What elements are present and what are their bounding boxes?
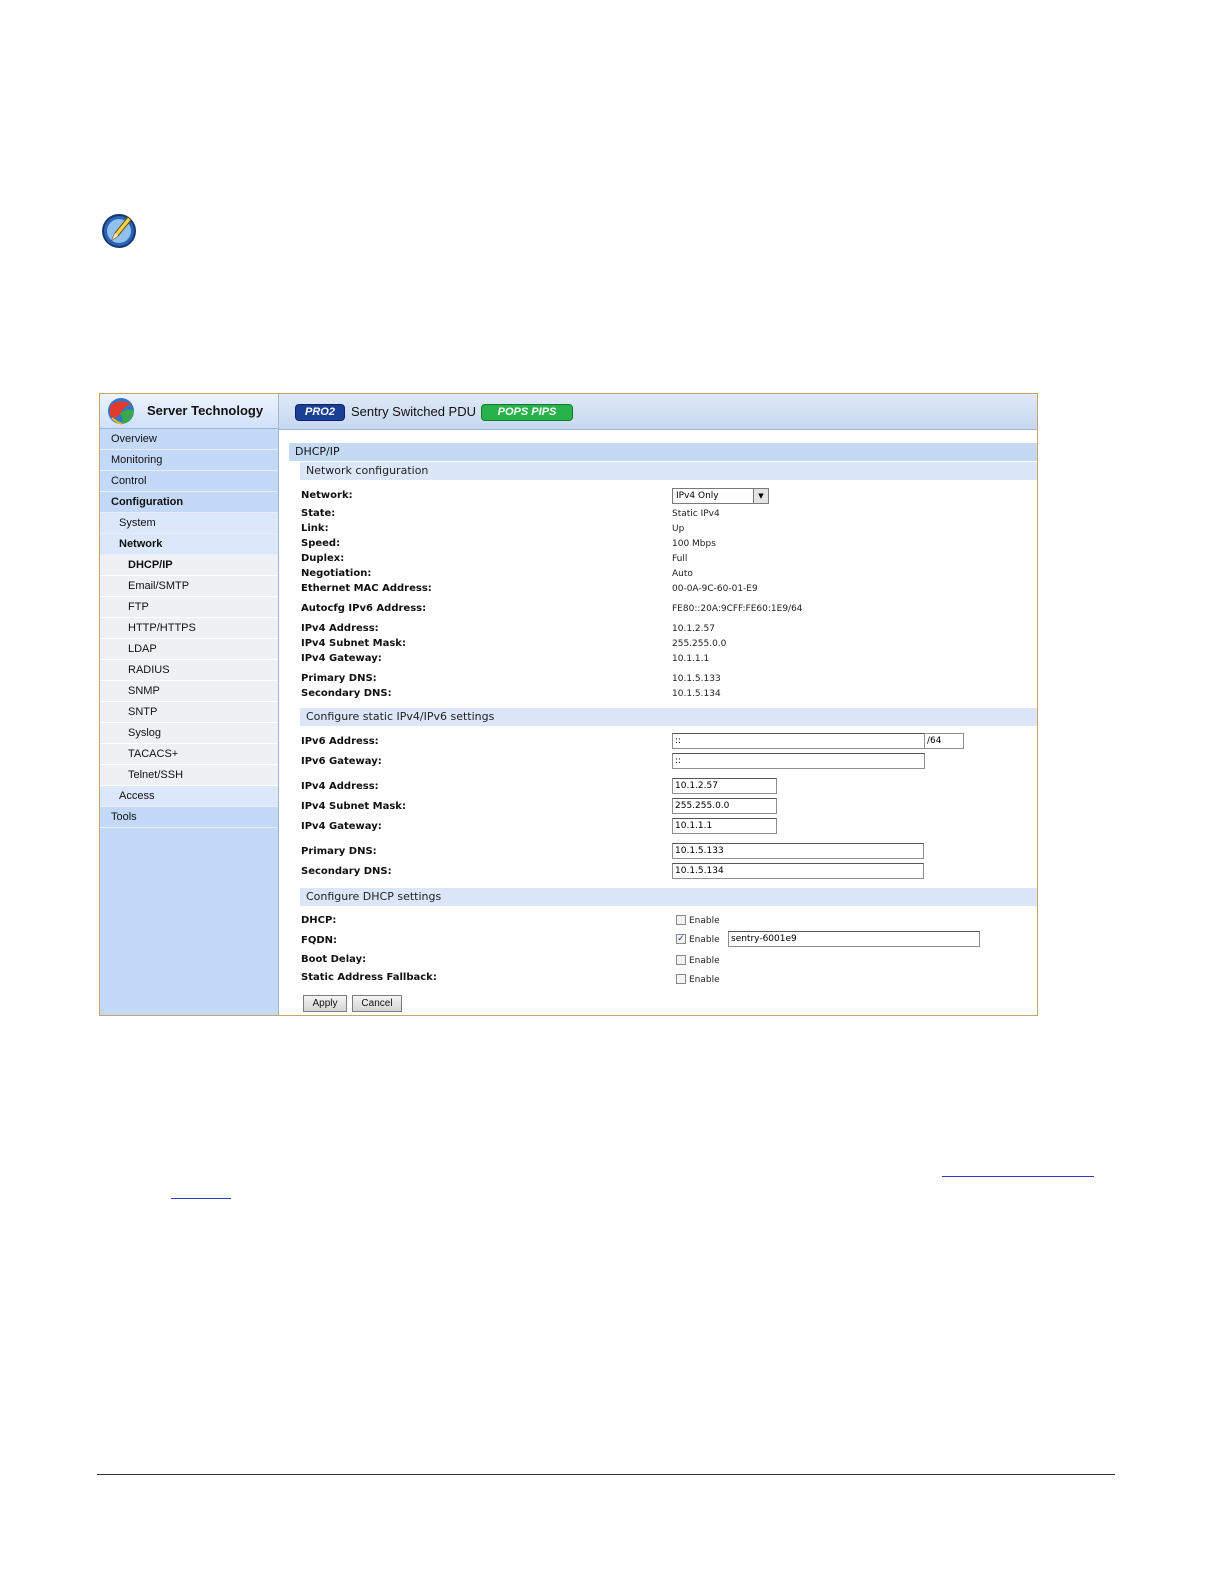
section-network-configuration: Network configuration [300, 462, 1037, 480]
sidebar-item-access[interactable]: Access [100, 786, 278, 807]
brand-header [100, 394, 278, 429]
speed-label: Speed: [301, 538, 341, 549]
product-title: Sentry Switched PDU [351, 404, 476, 419]
boot-delay-enable-label: Enable [689, 956, 720, 966]
footer-rule [97, 1474, 1115, 1475]
sidebar-item-ftp[interactable]: FTP [100, 597, 278, 618]
ipv4-address-label: IPv4 Address: [301, 623, 379, 634]
sidebar-item-overview[interactable]: Overview [100, 429, 278, 450]
sidebar-item-monitoring[interactable]: Monitoring [100, 450, 278, 471]
dhcp-enable-checkbox[interactable] [676, 915, 686, 925]
state-value: Static IPv4 [672, 509, 720, 519]
link-label: Link: [301, 523, 329, 534]
duplex-label: Duplex: [301, 553, 345, 564]
mac-address-value: 00-0A-9C-60-01-E9 [672, 584, 758, 594]
section-static-settings: Configure static IPv4/IPv6 settings [300, 708, 1037, 726]
sidebar-item-telnet-ssh[interactable]: Telnet/SSH [100, 765, 278, 786]
ipv6-address-input[interactable]: :: [672, 733, 925, 749]
negotiation-value: Auto [672, 569, 693, 579]
apply-button[interactable]: Apply [303, 995, 347, 1012]
duplex-value: Full [672, 554, 688, 564]
static-primary-dns-input[interactable]: 10.1.5.133 [672, 843, 924, 859]
primary-dns-label: Primary DNS: [301, 673, 377, 684]
dhcp-enable-label: Enable [689, 916, 720, 926]
network-select-value: IPv4 Only [676, 491, 719, 501]
autocfg-ipv6-label: Autocfg IPv6 Address: [301, 603, 427, 614]
static-fallback-enable-checkbox[interactable] [676, 974, 686, 984]
ipv6-gateway-input[interactable]: :: [672, 753, 925, 769]
speed-value: 100 Mbps [672, 539, 716, 549]
ipv6-prefix-input[interactable]: /64 [924, 733, 964, 749]
sidebar-item-email-smtp[interactable]: Email/SMTP [100, 576, 278, 597]
negotiation-label: Negotiation: [301, 568, 372, 579]
static-ipv4-gateway-input[interactable]: 10.1.1.1 [672, 818, 777, 834]
pdu-web-interface [99, 393, 1038, 1016]
chevron-down-icon[interactable]: ▼ [753, 489, 768, 503]
fqdn-enable-checkbox[interactable]: ✓ [677, 934, 685, 944]
static-ipv4-subnet-mask-label: IPv4 Subnet Mask: [301, 801, 406, 812]
static-fallback-label: Static Address Fallback: [301, 972, 437, 983]
static-ipv4-gateway-label: IPv4 Gateway: [301, 821, 382, 832]
sidebar-item-system[interactable]: System [100, 513, 278, 534]
mac-address-label: Ethernet MAC Address: [301, 583, 432, 594]
sidebar-item-ldap[interactable]: LDAP [100, 639, 278, 660]
state-label: State: [301, 508, 336, 519]
sidebar-item-control[interactable]: Control [100, 471, 278, 492]
sidebar-item-network[interactable]: Network [100, 534, 278, 555]
static-ipv4-subnet-mask-input[interactable]: 255.255.0.0 [672, 798, 777, 814]
network-label: Network: [301, 490, 353, 501]
product-header [279, 394, 1037, 430]
pops-pips-badge: POPS PIPS [481, 404, 573, 421]
sidebar-item-tools[interactable]: Tools [100, 807, 278, 828]
static-ipv4-address-label: IPv4 Address: [301, 781, 379, 792]
sidebar-item-tacacs[interactable]: TACACS+ [100, 744, 278, 765]
network-select[interactable] [672, 488, 769, 504]
page-title: DHCP/IP [289, 443, 1037, 461]
fqdn-label: FQDN: [301, 935, 338, 946]
ipv4-subnet-mask-value: 255.255.0.0 [672, 639, 727, 649]
sidebar-item-dhcp-ip[interactable]: DHCP/IP [100, 555, 278, 576]
section-dhcp-settings: Configure DHCP settings [300, 888, 1037, 906]
static-secondary-dns-input[interactable]: 10.1.5.134 [672, 863, 924, 879]
fqdn-enable-label: Enable [689, 935, 720, 945]
sidebar-item-radius[interactable]: RADIUS [100, 660, 278, 681]
secondary-dns-value: 10.1.5.134 [672, 689, 721, 699]
brand-name: Server Technology [147, 403, 264, 418]
sidebar-item-configuration[interactable]: Configuration [100, 492, 278, 513]
pro2-badge: PRO2 [295, 404, 345, 421]
hyperlink-underline[interactable] [942, 1176, 1094, 1177]
sidebar-item-snmp[interactable]: SNMP [100, 681, 278, 702]
secondary-dns-label: Secondary DNS: [301, 688, 392, 699]
sidebar-nav [100, 429, 278, 828]
sidebar-item-http-https[interactable]: HTTP/HTTPS [100, 618, 278, 639]
dhcp-label: DHCP: [301, 915, 337, 926]
static-primary-dns-label: Primary DNS: [301, 846, 377, 857]
boot-delay-label: Boot Delay: [301, 954, 367, 965]
static-fallback-enable-label: Enable [689, 975, 720, 985]
ipv4-address-value: 10.1.2.57 [672, 624, 715, 634]
ipv4-gateway-label: IPv4 Gateway: [301, 653, 382, 664]
link-value: Up [672, 524, 685, 534]
sidebar-item-sntp[interactable]: SNTP [100, 702, 278, 723]
fqdn-input[interactable]: sentry-6001e9 [728, 931, 980, 947]
boot-delay-enable-checkbox[interactable] [676, 955, 686, 965]
ipv6-address-label: IPv6 Address: [301, 736, 379, 747]
sidebar-item-syslog[interactable]: Syslog [100, 723, 278, 744]
ipv6-gateway-label: IPv6 Gateway: [301, 756, 382, 767]
ipv4-gateway-value: 10.1.1.1 [672, 654, 710, 664]
static-secondary-dns-label: Secondary DNS: [301, 866, 392, 877]
primary-dns-value: 10.1.5.133 [672, 674, 721, 684]
main-panel [279, 394, 1037, 1015]
autocfg-ipv6-value: FE80::20A:9CFF:FE60:1E9/64 [672, 604, 803, 614]
static-ipv4-address-input[interactable]: 10.1.2.57 [672, 778, 777, 794]
hyperlink-underline[interactable] [171, 1198, 231, 1199]
cancel-button[interactable]: Cancel [352, 995, 402, 1012]
note-pencil-icon [100, 211, 138, 249]
ipv4-subnet-mask-label: IPv4 Subnet Mask: [301, 638, 406, 649]
sidebar [100, 394, 279, 1015]
server-technology-logo-icon [106, 396, 138, 426]
